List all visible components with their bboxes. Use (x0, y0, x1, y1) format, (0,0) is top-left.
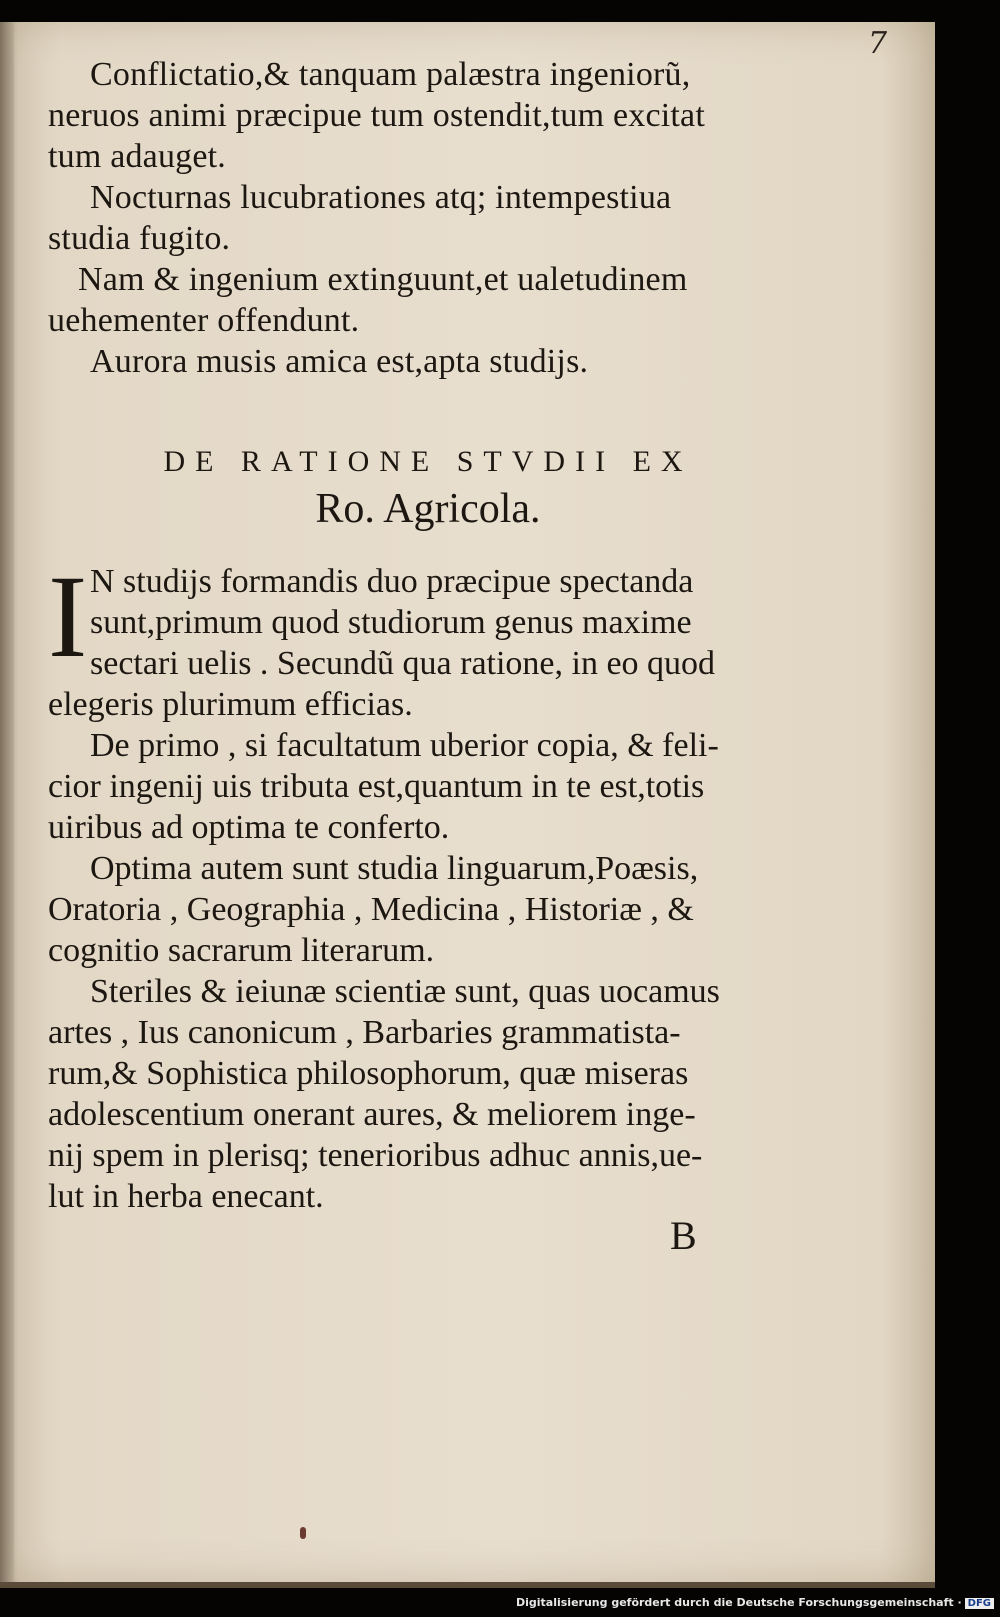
text-line: uiribus ad optima te conferto. (48, 809, 450, 846)
text-line: tum adauget. (48, 138, 227, 175)
text-line: uehementer offendunt. (48, 302, 360, 339)
body-text-block (48, 551, 808, 1218)
text-line: Nocturnas lucubrationes atq; intempestiua (90, 179, 672, 216)
text-line: studia fugito. (48, 220, 231, 257)
folio-number: 7 (868, 26, 888, 61)
text-line: adolescentium onerant aures, & meliorem inge- (48, 1096, 696, 1133)
page-gutter-edge (0, 22, 14, 1582)
text-line: artes , Ius canonicum , Barbaries grammatista- (48, 1014, 681, 1051)
signature-mark: B (670, 1213, 697, 1258)
heading-line-1: DE RATIONE STVDII EX (163, 445, 693, 478)
book-page (0, 22, 935, 1588)
dfg-logo: DFG (965, 1598, 994, 1609)
text-line: Aurora musis amica est,apta studijs. (90, 343, 589, 380)
text-line: cior ingenij uis tributa est,quantum in te est,totis (48, 768, 705, 805)
digitization-credit (516, 1596, 994, 1609)
text-line: rum,& Sophistica philosophorum, quæ miseras (48, 1055, 689, 1092)
text-line: Steriles & ieiunæ scientiæ sunt, quas uocamus (90, 973, 720, 1010)
text-line: sunt,primum quod studiorum genus maxime (90, 604, 692, 641)
text-line: cognitio sacrarum literarum. (48, 932, 435, 969)
drop-cap-initial: I (48, 551, 88, 682)
footer-credit-text: Digitalisierung gefördert durch die Deutsche Forschungsgemeinschaft · (515, 1596, 962, 1609)
heading-line-2: Ro. Agricola. (315, 486, 541, 532)
text-line: sectari uelis . Secundũ qua ratione, in eo quod (90, 645, 716, 682)
section-heading (48, 442, 808, 534)
text-line: nij spem in plerisq; tenerioribus adhuc annis,ue- (48, 1137, 703, 1174)
text-line: elegeris plurimum efficias. (48, 686, 413, 723)
text-line: Conflictatio,& tanquam palæstra ingeniorũ, (90, 56, 691, 93)
ink-smudge (300, 1527, 306, 1539)
text-line: neruos animi præcipue tum ostendit,tum excitat (48, 97, 705, 134)
text-line: N studijs formandis duo præcipue spectanda (90, 563, 694, 600)
top-text-block (48, 54, 808, 382)
text-line: Oratoria , Geographia , Medicina , Historiæ , & (48, 891, 694, 928)
text-line: lut in herba enecant. (48, 1178, 324, 1215)
text-line: Optima autem sunt studia linguarum,Poæsis, (90, 850, 699, 887)
text-line: De primo , si facultatum uberior copia, & feli- (90, 727, 719, 764)
text-line: Nam & ingenium extinguunt,et ualetudinem (78, 261, 688, 298)
